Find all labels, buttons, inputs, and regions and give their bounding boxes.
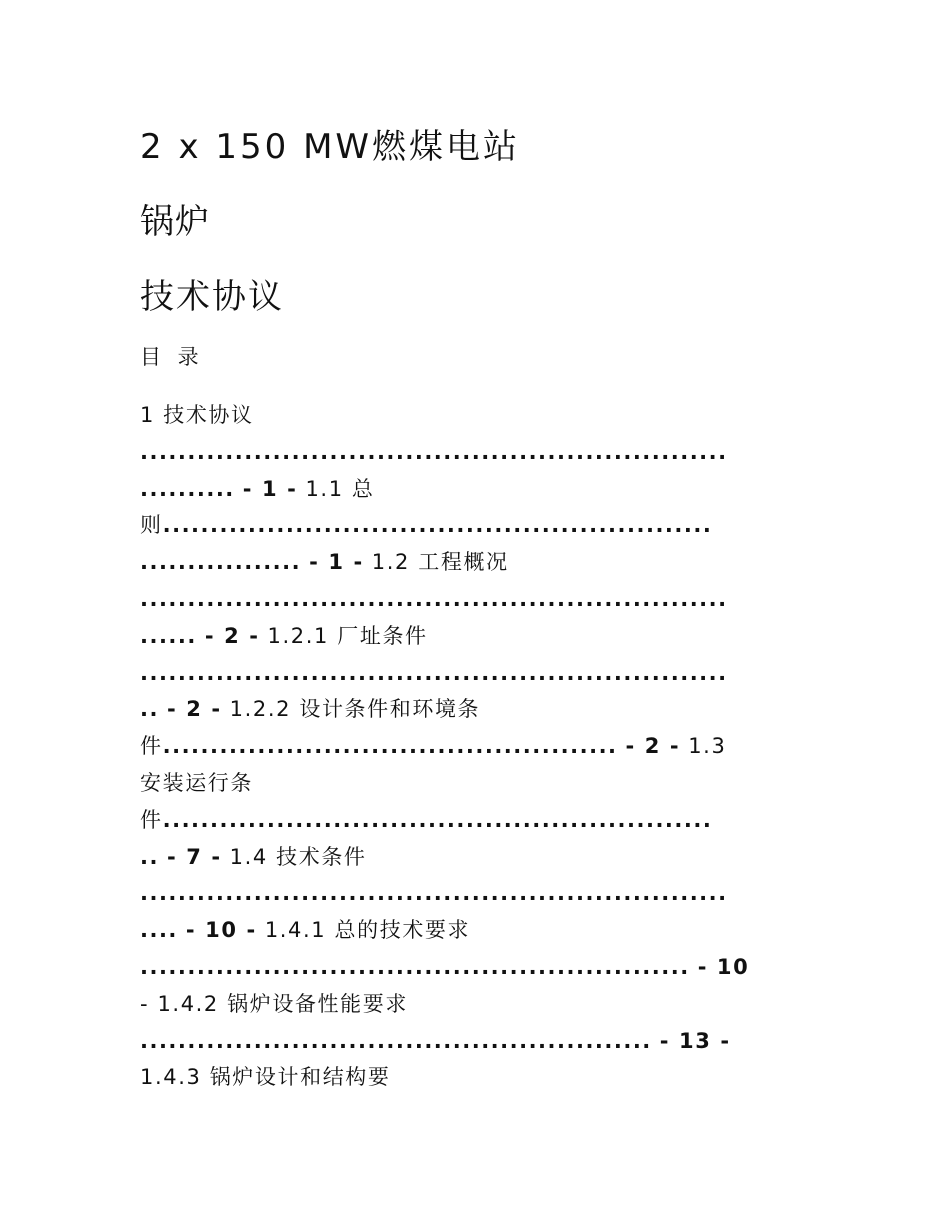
toc-leader-dots: .............................................................. <box>140 586 728 611</box>
toc-line <box>140 581 810 618</box>
toc-text: 1.3 <box>688 734 727 759</box>
toc-page-number: - 2 - <box>204 623 260 648</box>
toc-page-number: - 1 - <box>242 476 298 501</box>
toc-leader-dots: .......... <box>140 476 235 501</box>
document-title-line-1: 2 x 150 MW燃煤电站 <box>140 127 521 167</box>
toc-line <box>140 986 810 1023</box>
toc-leader-dots: .......................................................... <box>140 954 690 979</box>
toc-text: 1 技术协议 <box>140 403 254 427</box>
toc-text: 件 <box>140 807 163 832</box>
document-title-line-3: 技术协议 <box>140 277 284 317</box>
toc-text: 1.2.2 设计条件和环境条 <box>229 697 481 722</box>
toc-leader-dots: .......................................................... <box>162 807 713 832</box>
toc-line <box>140 765 810 802</box>
toc-line <box>140 839 810 876</box>
toc-text: 件 <box>140 734 163 759</box>
toc-line <box>140 728 810 765</box>
toc-page-number: - 13 - <box>659 1028 731 1053</box>
toc-leader-dots: .............................................................. <box>140 660 728 685</box>
toc-line <box>140 691 810 728</box>
toc-text: 1.1 总 <box>305 476 375 501</box>
toc-leader-dots: .............................................................. <box>140 881 728 906</box>
toc-leader-dots: .... <box>140 918 178 943</box>
toc-text: 1.4.1 总的技术要求 <box>264 918 471 943</box>
toc-leader-dots: .......................................................... <box>162 513 713 538</box>
toc-line <box>140 1059 810 1096</box>
toc-page-number: - 2 - <box>166 697 222 722</box>
toc-leader-dots: .............................................................. <box>140 439 728 464</box>
toc-text: - 1.4.2 锅炉设备性能要求 <box>140 991 408 1016</box>
toc-line <box>140 949 810 986</box>
toc-line <box>140 618 810 655</box>
toc-page-number: - 2 - <box>625 734 681 759</box>
toc-line <box>140 507 810 544</box>
toc-line <box>140 471 810 508</box>
toc-line <box>140 912 810 949</box>
toc-text: 1.4 技术条件 <box>229 844 367 869</box>
toc-page-number: - 1 - <box>309 550 364 575</box>
toc-line <box>140 397 810 434</box>
toc-line <box>140 434 810 471</box>
toc-page-number: - 7 - <box>166 844 222 869</box>
toc-text: 安装运行条 <box>140 770 253 795</box>
toc-line <box>140 802 810 839</box>
toc-line <box>140 544 810 581</box>
toc-text: 则 <box>140 513 163 538</box>
toc-text: 1.2 工程概况 <box>371 550 509 575</box>
toc-leader-dots: ...................................................... <box>140 1028 652 1053</box>
toc-leader-dots: ................................................ <box>162 734 618 759</box>
toc-line <box>140 875 810 912</box>
toc-leader-dots: .. <box>140 697 159 722</box>
toc-page-number: - 10 <box>697 954 750 979</box>
toc-leader-dots: .. <box>140 844 159 869</box>
document-title-line-2: 锅炉 <box>140 202 210 242</box>
table-of-contents <box>140 397 810 1096</box>
toc-line <box>140 655 810 692</box>
toc-line <box>140 1023 810 1060</box>
toc-heading: 目 录 <box>140 345 204 369</box>
toc-leader-dots: ................. <box>140 550 302 575</box>
toc-page-number: - 10 - <box>185 918 257 943</box>
toc-text: 1.2.1 厂址条件 <box>267 623 428 648</box>
toc-leader-dots: ...... <box>140 623 197 648</box>
toc-text: 1.4.3 锅炉设计和结构要 <box>140 1065 391 1090</box>
